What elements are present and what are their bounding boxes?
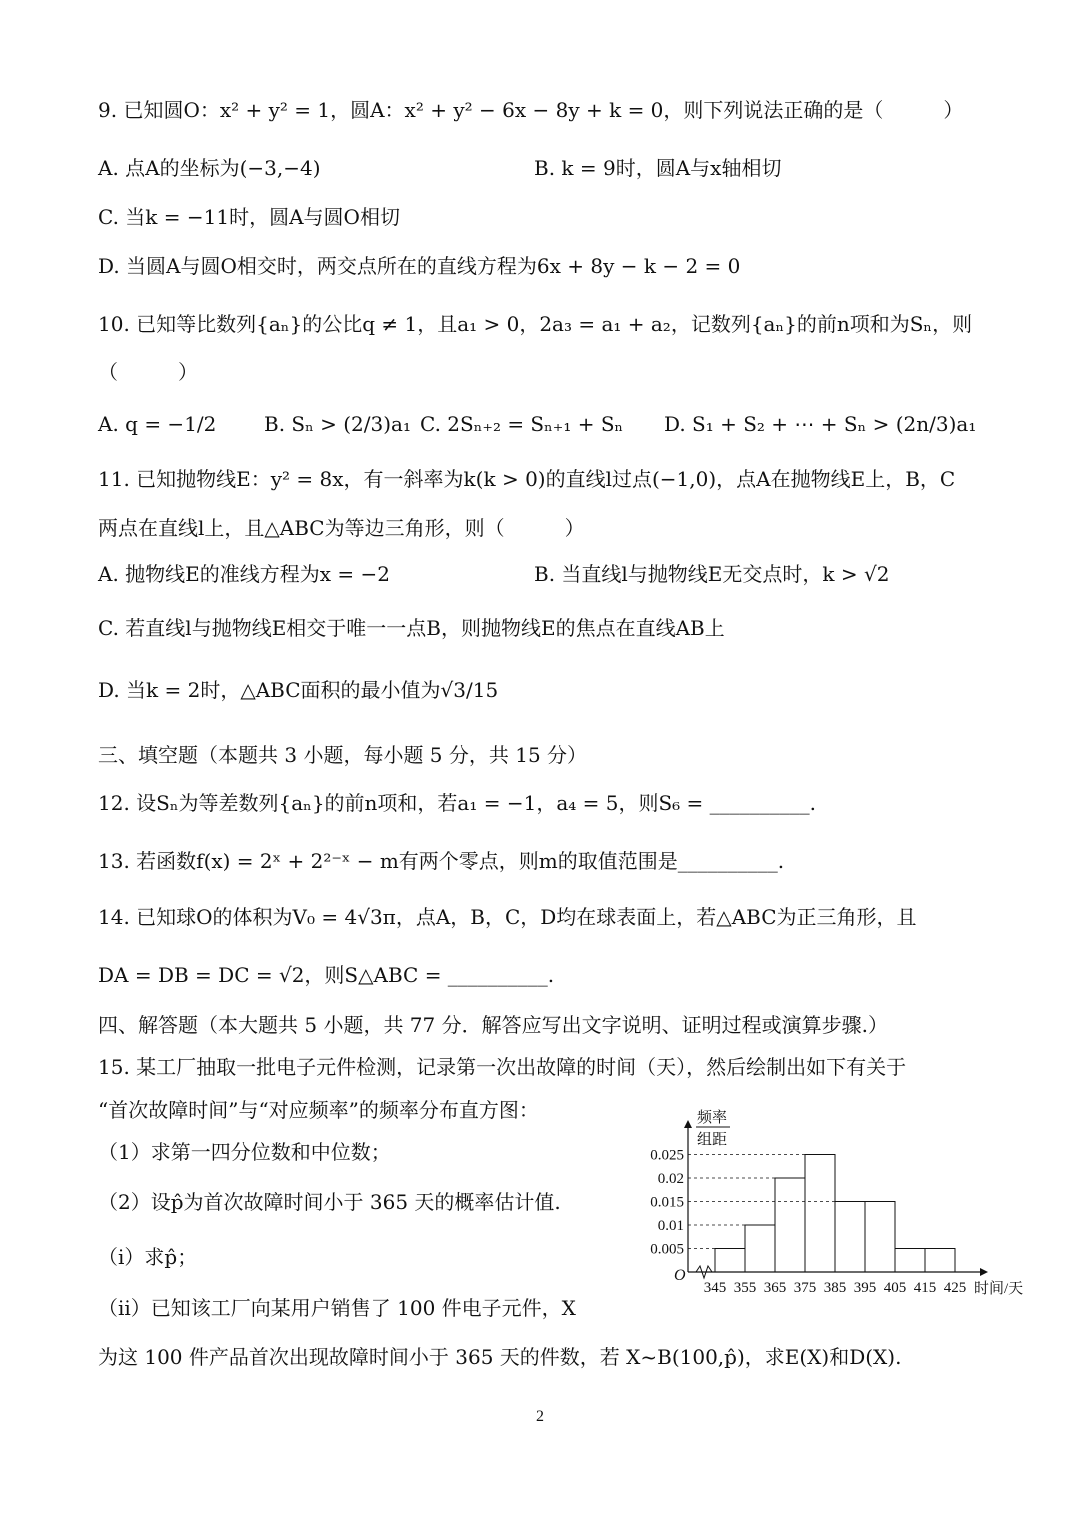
- q14-line-1: 14. 已知球O的体积为V₀ = 4√3π，点A，B，C，D均在球表面上，若△ABC为正三角形，且: [98, 905, 917, 929]
- q10-option-d: D. S₁ + S₂ + ⋯ + Sₙ > (2n/3)a₁: [664, 412, 977, 436]
- histogram-bar: [775, 1178, 805, 1272]
- q11-stem-2: 两点在直线l上，且△ABC为等边三角形，则（ ）: [98, 516, 585, 540]
- section-3-heading: 三、填空题（本题共 3 小题，每小题 5 分，共 15 分）: [98, 743, 588, 767]
- y-axis-arrow: [684, 1120, 692, 1128]
- histogram-bar: [745, 1225, 775, 1272]
- histogram-bar: [805, 1155, 835, 1273]
- histogram-bar: [835, 1202, 865, 1273]
- q9-option-b: B. k = 9时，圆A与x轴相切: [534, 156, 782, 180]
- q10-paren: （ ）: [98, 360, 198, 384]
- q9-option-a: A. 点A的坐标为(−3,−4): [98, 156, 321, 180]
- y-tick-label: 0.025: [650, 1147, 684, 1164]
- q11-option-a: A. 抛物线E的准线方程为x = −2: [98, 562, 390, 586]
- q15-part-ii: （ⅱ）已知该工厂向某用户销售了 100 件电子元件，X: [98, 1296, 576, 1320]
- histogram-bar: [865, 1202, 895, 1273]
- q15-part-1: （1）求第一四分位数和中位数；: [98, 1140, 391, 1164]
- x-tick-label: 405: [883, 1280, 907, 1296]
- q10-stem: 10. 已知等比数列{aₙ}的公比q ≠ 1，且a₁ > 0，2a₃ = a₁ + a₂，记数列{aₙ}的前n项和为Sₙ，则: [98, 312, 973, 336]
- q11-option-c: C. 若直线l与抛物线E相交于唯一一点B，则抛物线E的焦点在直线AB上: [98, 616, 725, 640]
- page-number: 2: [536, 1408, 544, 1425]
- q15-line-2: “首次故障时间”与“对应频率”的频率分布直方图：: [98, 1098, 539, 1122]
- x-tick-label: 415: [913, 1280, 937, 1296]
- x-tick-label: 395: [853, 1280, 877, 1296]
- y-tick-label: 0.02: [657, 1171, 684, 1187]
- x-tick-label: 425: [943, 1280, 967, 1296]
- q14-line-2: DA = DB = DC = √2，则S△ABC = __________.: [98, 963, 555, 987]
- q15-line-1: 15. 某工厂抽取一批电子元件检测，记录第一次出故障的时间（天），然后绘制出如下有关于: [98, 1055, 907, 1079]
- section-4-heading: 四、解答题（本大题共 5 小题，共 77 分．解答应写出文字说明、证明过程或演算步骤.）: [98, 1013, 888, 1037]
- y-tick-label: 0.005: [650, 1241, 684, 1258]
- q15-last-line: 为这 100 件产品首次出现故障时间小于 365 天的件数，若 X~B(100,p̂)，求E(X)和D(X).: [98, 1345, 902, 1369]
- q10-option-b: B. Sₙ > (2/3)a₁: [264, 412, 411, 436]
- x-tick-label: 385: [823, 1280, 847, 1296]
- q10-option-a: A. q = −1/2: [98, 412, 217, 436]
- x-axis-arrow: [980, 1268, 988, 1276]
- q11-option-b: B. 当直线l与抛物线E无交点时，k > √2: [534, 562, 890, 586]
- q11-stem-1: 11. 已知抛物线E：y² = 8x，有一斜率为k(k > 0)的直线l过点(−1,0)，点A在抛物线E上，B，C: [98, 467, 956, 491]
- histogram-bar: [715, 1249, 745, 1273]
- y-axis-label-denominator: 组距: [696, 1132, 728, 1148]
- origin-label: O: [674, 1267, 686, 1284]
- y-tick-label: 0.01: [657, 1218, 684, 1234]
- x-tick-label: 365: [763, 1280, 787, 1296]
- q13: 13. 若函数f(x) = 2ˣ + 2²⁻ˣ − m有两个零点，则m的取值范围是__________.: [98, 849, 785, 873]
- x-tick-label: 355: [733, 1280, 757, 1296]
- y-axis-label-numerator: 频率: [696, 1110, 728, 1126]
- frequency-histogram: [640, 1102, 1040, 1302]
- q12: 12. 设Sₙ为等差数列{aₙ}的前n项和，若a₁ = −1，a₄ = 5，则S₆ = __________.: [98, 791, 817, 815]
- q15-part-i: （ⅰ）求p̂；: [98, 1245, 198, 1269]
- q15-part-2: （2）设p̂为首次故障时间小于 365 天的概率估计值.: [98, 1190, 561, 1214]
- x-tick-label: 345: [703, 1280, 727, 1296]
- histogram-bar: [925, 1249, 955, 1273]
- histogram-bar: [895, 1249, 925, 1273]
- y-tick-label: 0.015: [650, 1194, 684, 1211]
- q10-option-c: C. 2Sₙ₊₂ = Sₙ₊₁ + Sₙ: [420, 412, 624, 436]
- q9-stem: 9. 已知圆O：x² + y² = 1，圆A：x² + y² − 6x − 8y + k = 0，则下列说法正确的是（ ）: [98, 98, 964, 122]
- x-axis-label: 时间/天: [974, 1281, 1024, 1297]
- q9-option-d: D. 当圆A与圆O相交时，两交点所在的直线方程为6x + 8y − k − 2 = 0: [98, 254, 741, 278]
- q11-option-d: D. 当k = 2时，△ABC面积的最小值为√3/15: [98, 678, 499, 702]
- q9-option-c: C. 当k = −11时，圆A与圆O相切: [98, 205, 400, 229]
- x-tick-label: 375: [793, 1280, 817, 1296]
